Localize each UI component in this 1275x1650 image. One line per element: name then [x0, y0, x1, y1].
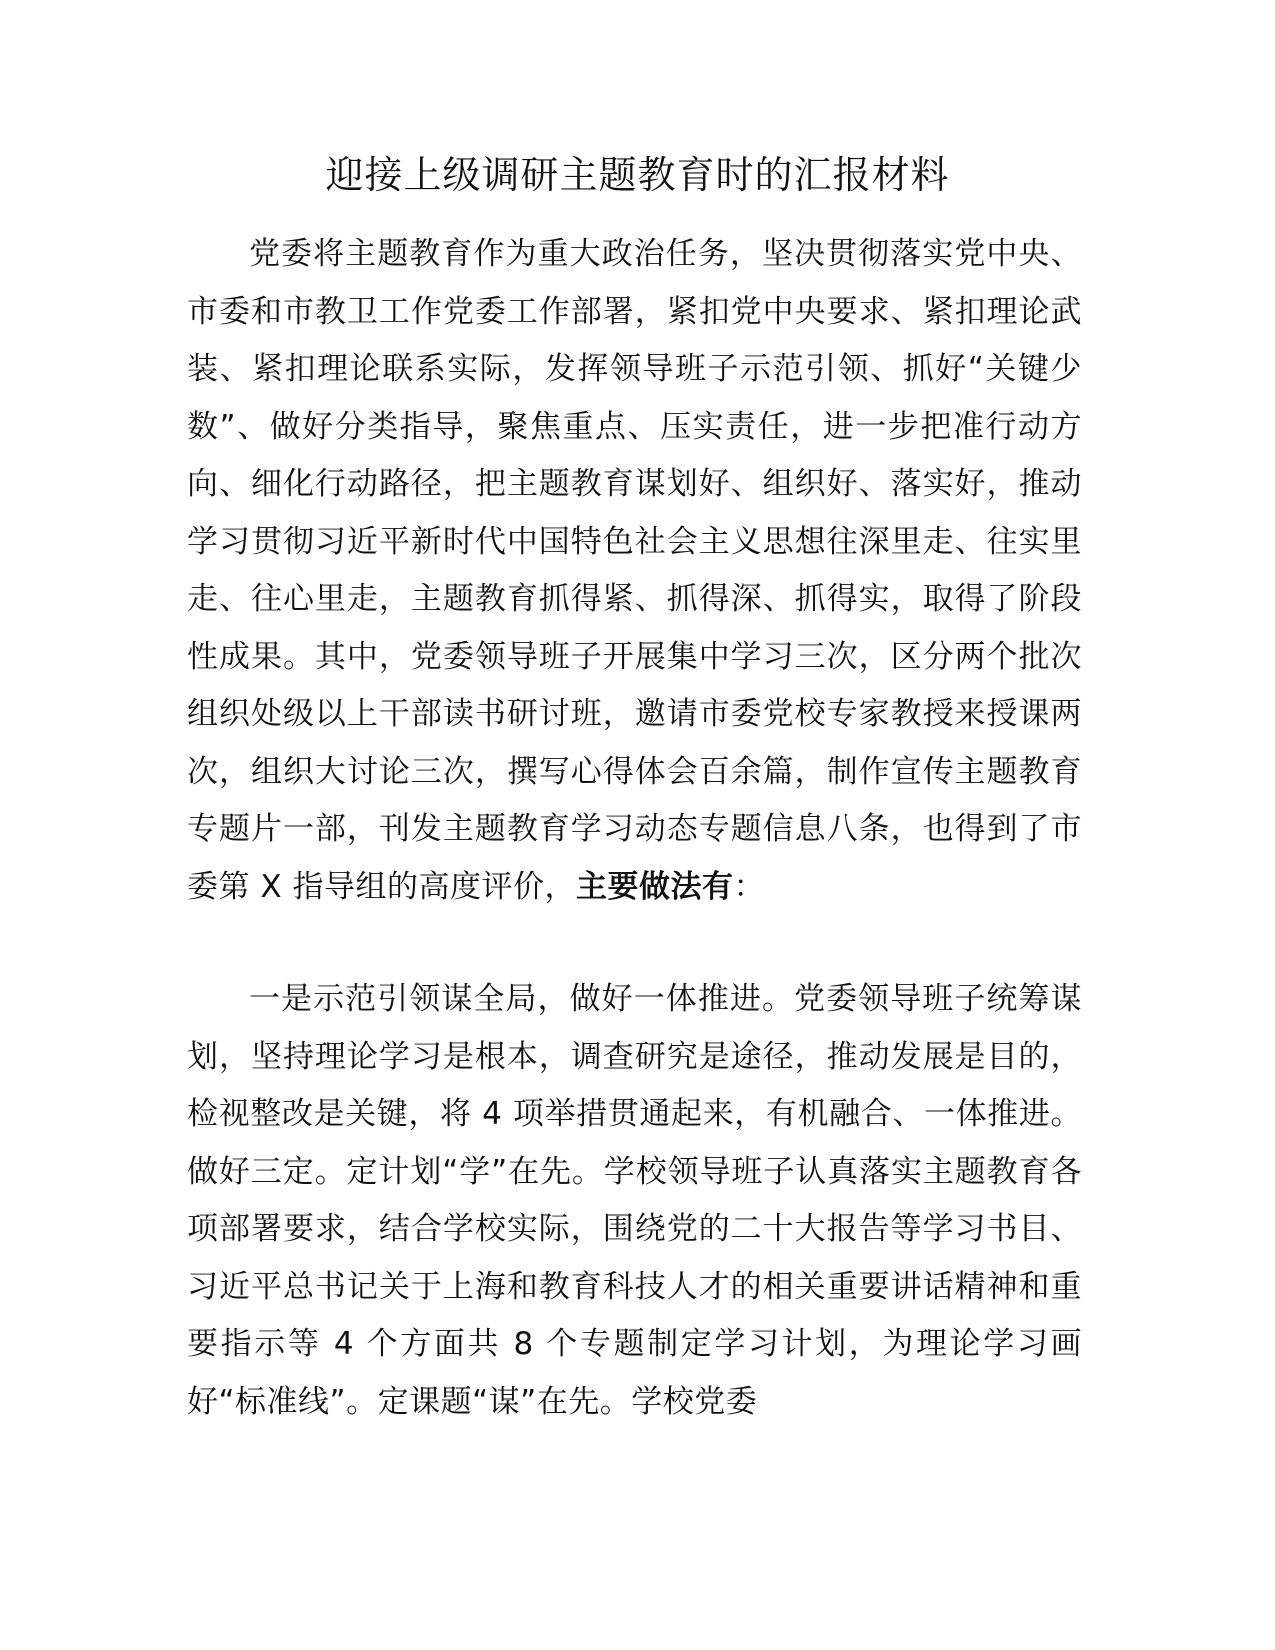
paragraph-intro: [187, 226, 1082, 916]
document-title: 迎接上级调研主题教育时的汇报材料: [325, 153, 950, 197]
paragraph-intro-text: 党委将主题教育作为重大政治任务，坚决贯彻落实党中央、市委和市教卫工作党委工作部署，紧扣党中央要求、紧扣理论武装、紧扣理论联系实际，发挥领导班子示范引领、抓好“关键少数”、做好分类指导，聚焦重点、压实责任，进一步把准行动方向、细化行动路径，把主题教育谋划好、组织好、落实好，推动学习贯彻习近平新时代中国特色社会主义思想往深里走、往实里走、往心里走，主题教育抓得紧、抓得深、抓得实，取得了阶段性成果。其中，党委领导班子开展集中学习三次，区分两个批次组织处级以上干部读书研讨班，邀请市委党校专家教授来授课两次，组织大讨论三次，撰写心得体会百余篇，制作宣传主题教育专题片一部，刊发主题教育学习动态专题信息八条，也得到了市委第 X 指导组的高度评价，: [187, 236, 1082, 905]
paragraph-intro-end: ：: [733, 868, 765, 905]
paragraph-intro-bold: 主要做法有: [575, 868, 734, 905]
document-body-section-1: [187, 226, 1082, 916]
paragraph-point-1: 一是示范引领谋全局，做好一体推进。党委领导班子统筹谋划，坚持理论学习是根本，调查研究是途径，推动发展是目的，检视整改是关键，将 4 项举措贯通起来，有机融合、一体推进。做好三定。定计划“学”在先。学校领导班子认真落实主题教育各项部署要求，结合学校实际，围绕党的二十大报告等学习书目、习近平总书记关于上海和教育科技人才的相关重要讲话精神和重要指示等 4 个方面共 8 个专题制定学习计划，为理论学习画好“标准线”。定课题“谋”在先。学校党委: [187, 981, 1082, 1420]
document-body-section-2: [187, 971, 1082, 1431]
